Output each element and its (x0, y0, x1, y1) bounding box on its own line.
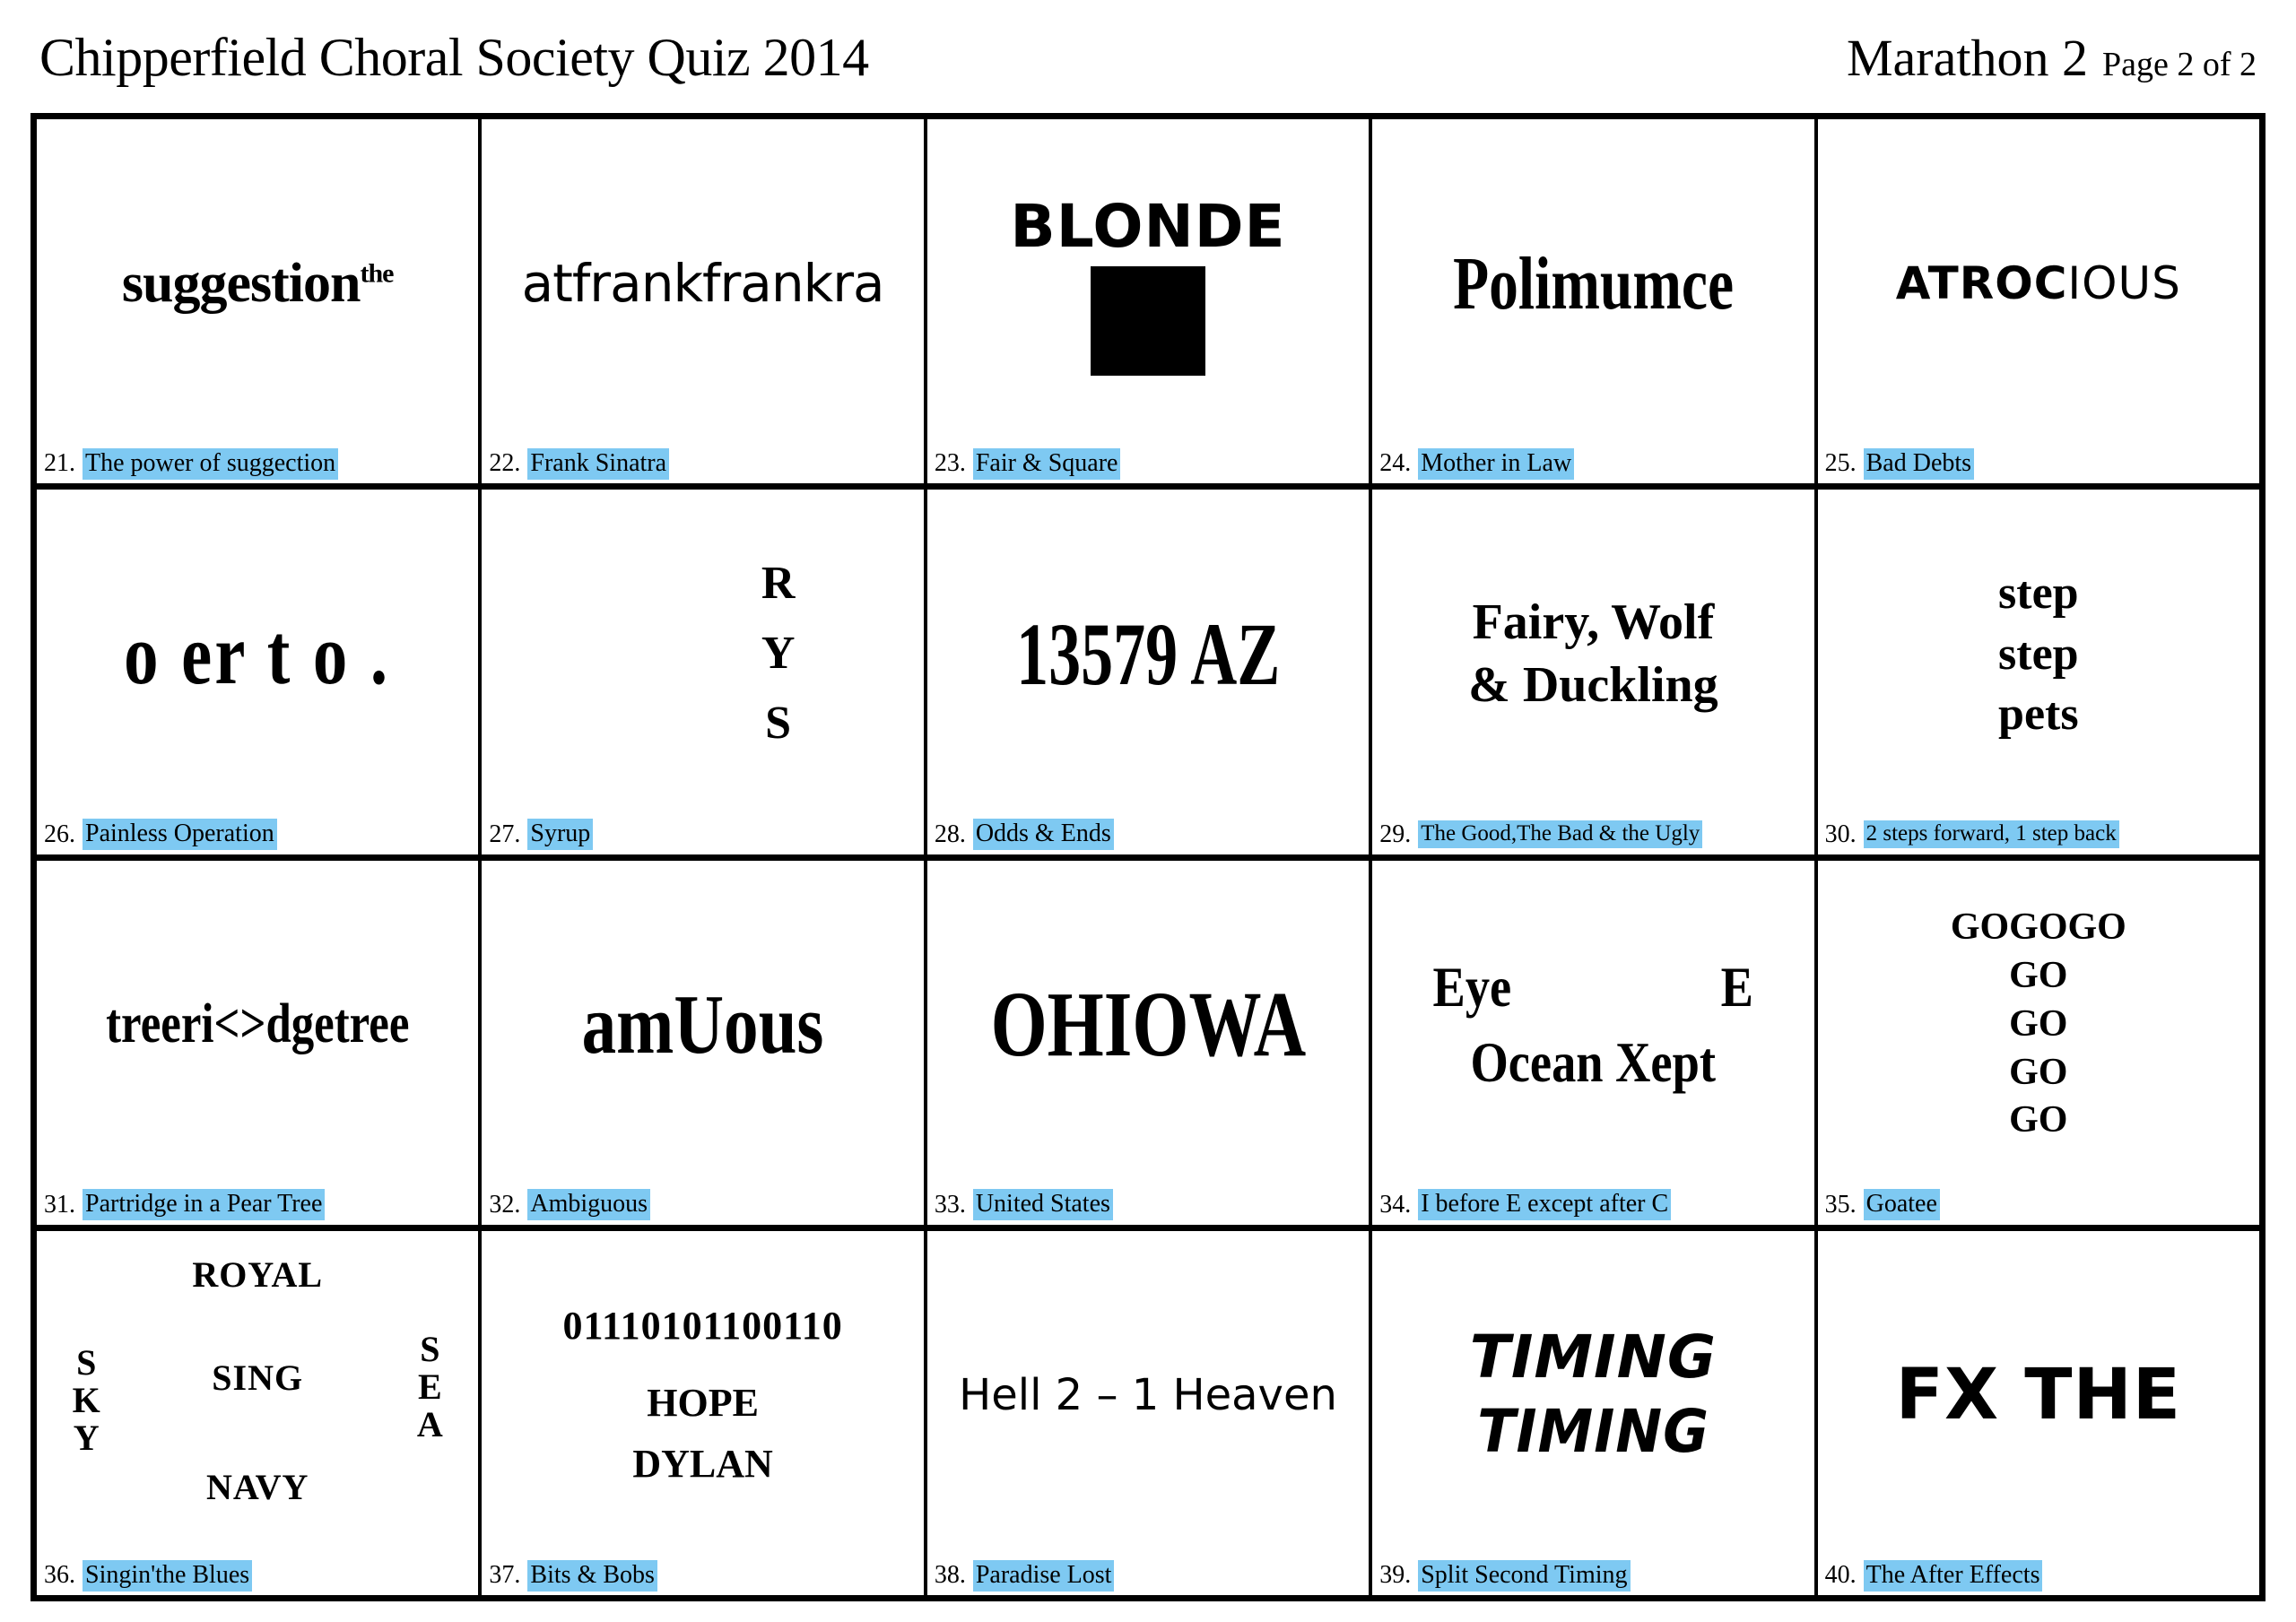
page-header (30, 27, 2266, 113)
puzzle-line: Fairy, Wolf (1472, 594, 1715, 651)
puzzle-right-word: E (1720, 955, 1754, 1019)
puzzle-letter: A (416, 1404, 443, 1445)
marathon-label: Marathon 2 (1846, 29, 2088, 87)
answer-row-21 (37, 447, 478, 483)
answer-text: Paradise Lost (973, 1560, 1115, 1592)
answer-text: Frank Sinatra (527, 448, 669, 480)
puzzle-graphic-35 (1818, 861, 2259, 1189)
puzzle-superscript: the (360, 257, 394, 288)
answer-row-23 (927, 447, 1369, 483)
puzzle-cell-22 (482, 119, 926, 483)
answer-row-30 (1818, 819, 2259, 854)
puzzle-graphic-39 (1372, 1231, 1813, 1559)
puzzle-graphic-29 (1372, 490, 1813, 818)
answer-number: 26. (44, 820, 75, 848)
puzzle-line: R (761, 558, 797, 610)
puzzle-cell-32 (482, 861, 926, 1225)
puzzle-word: suggestion (121, 252, 361, 314)
puzzle-vertical-word-sky (72, 1341, 100, 1458)
puzzle-cell-40 (1818, 1231, 2259, 1595)
puzzle-letter: Y (73, 1417, 100, 1458)
puzzle-line: S (765, 698, 794, 750)
puzzle-text-33: OHIOWA (990, 973, 1306, 1077)
puzzle-line: Ocean Xept (1470, 1029, 1717, 1094)
puzzle-text-31: treeri<>dgetree (106, 993, 410, 1055)
puzzle-text-26: o er t o . (124, 605, 391, 702)
answer-text: Painless Operation (83, 819, 277, 850)
puzzle-graphic-40 (1818, 1231, 2259, 1559)
answer-row-31 (37, 1189, 478, 1225)
answer-text: Split Second Timing (1418, 1560, 1630, 1592)
puzzle-cell-37 (482, 1231, 926, 1595)
answer-number: 29. (1379, 820, 1412, 848)
puzzle-line (1410, 950, 1776, 1024)
puzzle-text-27 (609, 549, 797, 759)
answer-number: 30. (1824, 820, 1857, 848)
puzzle-letter: S (420, 1329, 440, 1370)
answer-number: 35. (1824, 1190, 1857, 1219)
puzzle-line: & Duckling (1468, 657, 1718, 714)
puzzle-graphic-22 (482, 119, 923, 447)
puzzle-graphic-28 (927, 490, 1369, 818)
puzzle-vertical-word-sea (417, 1331, 443, 1444)
answer-row-37 (482, 1559, 923, 1595)
answer-number: 39. (1379, 1561, 1412, 1589)
puzzle-letter: K (72, 1379, 100, 1420)
puzzle-text-40: FX THE (1895, 1354, 2181, 1436)
answer-text: The power of suggection (83, 448, 338, 480)
puzzle-cell-24 (1372, 119, 1817, 483)
answer-number: 23. (934, 449, 966, 478)
puzzle-text-38: Hell 2 – 1 Heaven (959, 1369, 1337, 1420)
puzzle-word-sing: SING (212, 1357, 304, 1398)
page-number-label: Page 2 of 2 (2101, 46, 2257, 83)
puzzle-word-royal: ROYAL (192, 1254, 324, 1296)
answer-row-26 (37, 819, 478, 854)
puzzle-graphic-33 (927, 861, 1369, 1189)
answer-number: 22. (489, 449, 521, 478)
puzzle-line: GO (2009, 1051, 2068, 1093)
puzzle-bold-part: ATROC (1895, 257, 2068, 310)
answer-text: Singin'the Blues (83, 1560, 252, 1592)
puzzle-line: Y (761, 628, 797, 680)
answer-text: The After Effects (1864, 1560, 2043, 1592)
puzzle-letter: E (417, 1366, 442, 1408)
puzzle-cell-21 (37, 119, 482, 483)
puzzle-graphic-24 (1372, 119, 1813, 447)
answer-number: 25. (1824, 449, 1857, 478)
puzzle-cell-25 (1818, 119, 2259, 483)
answer-text: Partridge in a Pear Tree (83, 1189, 325, 1220)
puzzle-line: GO (2009, 1002, 2068, 1045)
puzzle-graphic-30 (1818, 490, 2259, 818)
puzzle-cell-33 (927, 861, 1372, 1225)
answer-number: 32. (489, 1190, 521, 1219)
puzzle-row (37, 1231, 2259, 1595)
puzzle-text-21 (122, 252, 394, 316)
puzzle-text-30 (1998, 563, 2079, 745)
answer-number: 36. (44, 1561, 75, 1589)
answer-text: Goatee (1864, 1189, 1940, 1220)
puzzle-graphic-32 (482, 861, 923, 1189)
answer-text: Bits & Bobs (527, 1560, 657, 1592)
puzzle-text-37 (562, 1296, 842, 1496)
puzzle-text-35 (1951, 904, 2126, 1145)
puzzle-graphic-25 (1818, 119, 2259, 447)
puzzle-line: DYLAN (632, 1441, 773, 1486)
answer-row-38 (927, 1559, 1369, 1595)
puzzle-cell-39 (1372, 1231, 1817, 1595)
puzzle-grid (30, 113, 2266, 1601)
puzzle-graphic-27 (482, 490, 923, 818)
puzzle-line: step (1998, 628, 2079, 680)
puzzle-text-25 (1896, 257, 2181, 309)
puzzle-graphic-21 (37, 119, 478, 447)
puzzle-graphic-36 (37, 1231, 478, 1559)
answer-row-28 (927, 819, 1369, 854)
puzzle-text-22: atfrankfrankra (521, 253, 884, 315)
answer-row-36 (37, 1559, 478, 1595)
header-right-group (1847, 28, 2257, 88)
puzzle-row (37, 861, 2259, 1231)
puzzle-text-36 (42, 1235, 473, 1556)
puzzle-line: TIMING (1477, 1396, 1709, 1466)
answer-row-22 (482, 447, 923, 483)
puzzle-line: GO (2009, 1099, 2068, 1141)
answer-row-25 (1818, 447, 2259, 483)
puzzle-text-39 (1470, 1321, 1717, 1469)
answer-text: Fair & Square (973, 448, 1121, 480)
puzzle-word-navy: NAVY (206, 1466, 309, 1507)
answer-row-29 (1372, 819, 1813, 854)
puzzle-thin-part: IOUS (2067, 257, 2181, 310)
puzzle-cell-29 (1372, 490, 1817, 854)
answer-row-27 (482, 819, 923, 854)
puzzle-line: step (1998, 567, 2079, 619)
answer-row-39 (1372, 1559, 1813, 1595)
answer-number: 37. (489, 1561, 521, 1589)
puzzle-graphic-37 (482, 1231, 923, 1559)
answer-row-35 (1818, 1189, 2259, 1225)
answer-number: 28. (934, 820, 966, 848)
puzzle-line: GO (2009, 955, 2068, 996)
answer-text: Bad Debts (1864, 448, 1974, 480)
answer-text: Syrup (527, 819, 593, 850)
answer-number: 33. (934, 1190, 966, 1219)
answer-row-32 (482, 1189, 923, 1225)
page-title: Chipperfield Choral Society Quiz 2014 (39, 28, 869, 87)
answer-text: United States (973, 1189, 1113, 1220)
puzzle-text-23: BLONDE (1010, 191, 1286, 261)
spacer (562, 1357, 842, 1373)
puzzle-text-32: amUous (581, 977, 824, 1071)
puzzle-cell-23 (927, 119, 1372, 483)
answer-number: 24. (1379, 449, 1412, 478)
answer-number: 27. (489, 820, 521, 848)
puzzle-row (37, 119, 2259, 490)
answer-number: 40. (1824, 1561, 1857, 1589)
answer-text: 2 steps forward, 1 step back (1864, 820, 2119, 848)
puzzle-left-word: Eye (1432, 955, 1512, 1019)
answer-number: 31. (44, 1190, 75, 1219)
puzzle-stack-23 (1010, 192, 1285, 376)
puzzle-cell-34 (1372, 861, 1817, 1225)
puzzle-cell-35 (1818, 861, 2259, 1225)
answer-text: The Good,The Bad & the Ugly (1418, 820, 1702, 848)
answer-text: I before E except after C (1418, 1189, 1671, 1220)
puzzle-cell-27 (482, 490, 926, 854)
answer-text: Odds & Ends (973, 819, 1114, 850)
puzzle-graphic-31 (37, 861, 478, 1189)
puzzle-line: pets (1998, 689, 2079, 741)
puzzle-cell-38 (927, 1231, 1372, 1595)
puzzle-cell-30 (1818, 490, 2259, 854)
puzzle-cell-26 (37, 490, 482, 854)
puzzle-row (37, 490, 2259, 860)
puzzle-text-24: Polimumce (1452, 241, 1734, 325)
puzzle-line: TIMING (1469, 1323, 1718, 1392)
puzzle-binary-string: 01110101100110 (562, 1303, 843, 1348)
puzzle-graphic-26 (37, 490, 478, 818)
answer-row-33 (927, 1189, 1369, 1225)
puzzle-graphic-38 (927, 1231, 1369, 1559)
answer-text: Ambiguous (527, 1189, 650, 1220)
puzzle-cell-31 (37, 861, 482, 1225)
puzzle-text-28: 13579 AZ (1015, 603, 1281, 704)
puzzle-letter: S (76, 1341, 97, 1383)
puzzle-text-29 (1468, 591, 1718, 716)
answer-row-24 (1372, 447, 1813, 483)
puzzle-cell-36 (37, 1231, 482, 1595)
puzzle-line: GOGOGO (1950, 906, 2126, 949)
puzzle-line: HOPE (647, 1380, 759, 1425)
puzzle-text-34 (1410, 950, 1776, 1098)
puzzle-graphic-34 (1372, 861, 1813, 1189)
black-square-shape (1091, 266, 1205, 376)
answer-number: 38. (934, 1561, 966, 1589)
answer-number: 34. (1379, 1190, 1412, 1219)
answer-row-40 (1818, 1559, 2259, 1595)
answer-number: 21. (44, 449, 75, 478)
answer-row-34 (1372, 1189, 1813, 1225)
puzzle-cell-28 (927, 490, 1372, 854)
answer-text: Mother in Law (1418, 448, 1574, 480)
puzzle-graphic-23 (927, 119, 1369, 447)
